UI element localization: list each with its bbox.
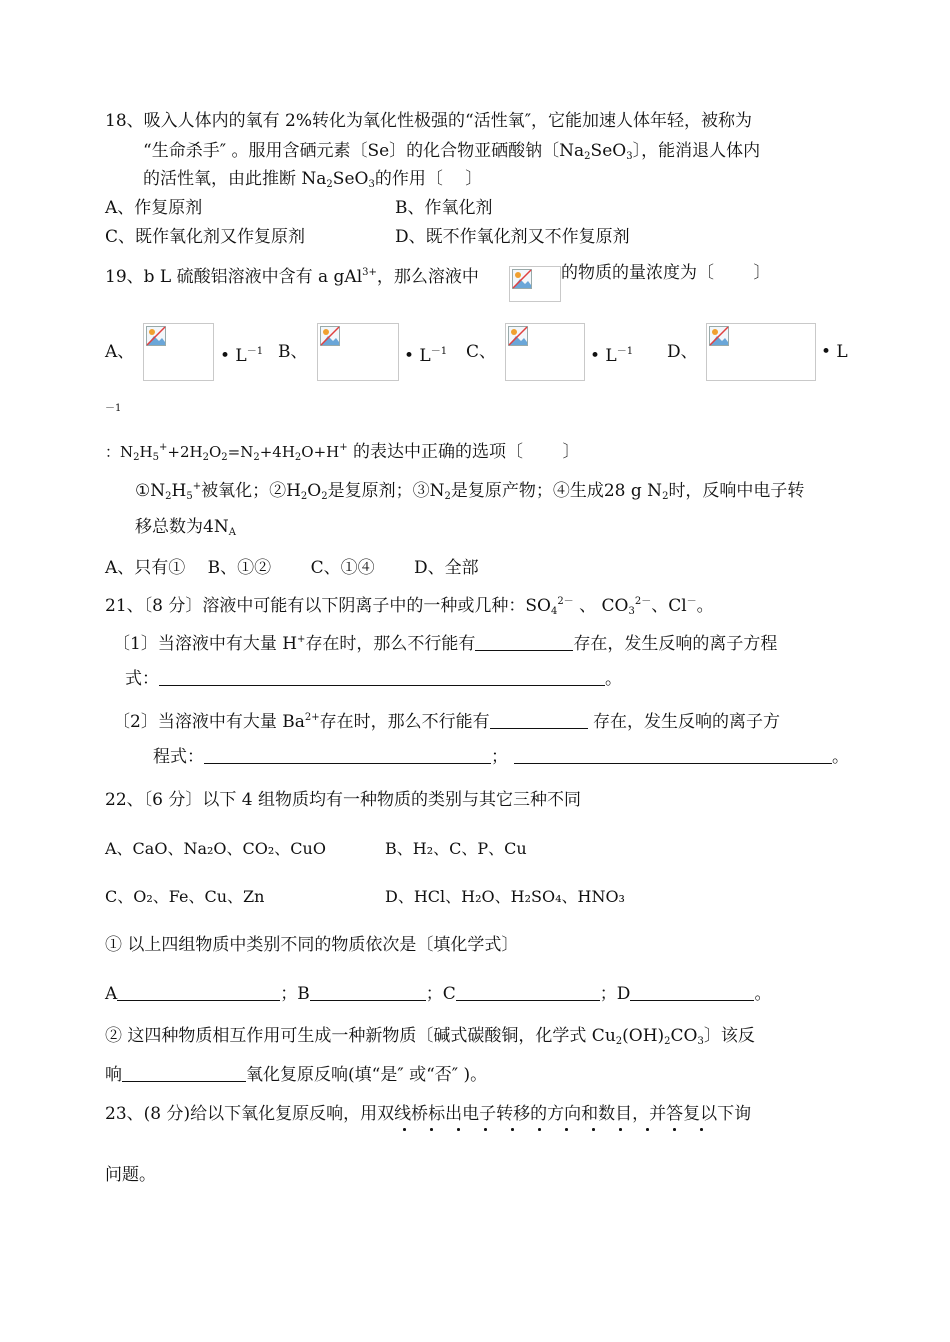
q21-part1-equation: 式： 。 xyxy=(125,669,622,689)
q19-option-d-image xyxy=(706,323,816,381)
q20-equation: ：$N_2H_5^++2H_2O_2=N_2+4H_2O+H^+$ 的表达中正确的选项〔 〕 xyxy=(105,442,580,463)
q18-option-a: A、作复原剂 xyxy=(105,198,203,218)
q22-question-2: ② 这四种物质相互作用可生成一种新物质〔碱式碳酸铜，化学式 $Cu_2(OH)_2CO_3$〕该反 xyxy=(105,1026,755,1047)
q23-stem-tail: 问题。 xyxy=(105,1165,156,1185)
q22-group-d: D、HCl、H₂O、H₂SO₄、HNO₃ xyxy=(385,887,625,906)
q21-part1: 〔1〕当溶液中有大量 H+存在时，那么不行能有 存在，发生反响的离子方程 xyxy=(113,634,778,654)
q22-blank-a[interactable] xyxy=(117,984,280,1001)
broken-image-icon xyxy=(508,326,528,346)
q20-options: A、只有① B、①② C、①④ D、全部 xyxy=(105,558,479,578)
q20-statements-tail: 移总数为$4N_A$ xyxy=(135,517,236,538)
q21-part1-blank-equation[interactable] xyxy=(159,669,605,686)
q21-part2-blank-equation-1[interactable] xyxy=(204,747,491,764)
broken-image-icon xyxy=(146,326,166,346)
q19-stem: 19、b L 硫酸铝溶液中含有 a gAl$^{3+}$，那么溶液中 xyxy=(105,267,479,287)
q18-line1: 18、吸入人体内的氧有 2%转化为氧化性极强的“活性氧″，它能加速人体年轻，被称为 xyxy=(105,111,753,131)
q18-option-b: B、作氧化剂 xyxy=(395,198,493,218)
q19-option-c-image xyxy=(505,323,585,381)
broken-image-icon xyxy=(512,269,532,289)
q21-part2-blank-ion[interactable] xyxy=(490,712,588,729)
q19-option-a-image xyxy=(143,323,214,381)
q21-part2-blank-equation-2[interactable] xyxy=(514,747,832,764)
q22-stem: 22、〔6 分〕以下 4 组物质均有一种物质的类别与其它三种不同 xyxy=(105,790,581,810)
q21-stem: 21、〔8 分〕溶液中可能有以下阴离子中的一种或几种：$SO_4^{2-}$ 、 $CO_3^{2-}$、Cl－。 xyxy=(105,596,714,617)
broken-image-icon xyxy=(320,326,340,346)
q19-unit-wrap: －1 xyxy=(105,403,122,414)
q19-unit-a: • $L^{-1}$ xyxy=(220,346,264,366)
q19-label-a: A、 xyxy=(105,342,135,362)
q21-part2-equation: 程式： ； 。 xyxy=(153,747,849,767)
q19-unit-c: • $L^{-1}$ xyxy=(590,346,634,366)
broken-image-icon xyxy=(709,326,729,346)
q22-question-2-tail: 响 氧化复原反响(填“是″ 或“否″ )。 xyxy=(105,1065,488,1085)
q19-stem-tail: 的物质的量浓度为〔 〕 xyxy=(561,263,771,283)
q19-formula-image xyxy=(509,266,561,302)
q22-group-b: B、H₂、C、P、Cu xyxy=(385,839,527,858)
q19-unit-d: • L xyxy=(821,342,848,362)
q19-option-b-image xyxy=(317,323,399,381)
q18-line3: 的活性氧，由此推断 $Na_2SeO_3$的作用〔 〕 xyxy=(143,169,483,190)
q19-label-b: B、 xyxy=(278,342,308,362)
q18-option-c: C、既作氧化剂又作复原剂 xyxy=(105,227,306,247)
q22-group-c: C、O₂、Fe、Cu、Zn xyxy=(105,887,265,906)
q22-answer-blanks: A ；B ；C ；D 。 xyxy=(105,984,772,1004)
q22-group-a: A、CaO、Na₂O、CO₂、CuO xyxy=(105,839,326,858)
q20-statements: $①N_2H_5^+$被氧化；$②H_2O_2$是复原剂；$③N_2$是复原产物；④生成28 g $N_2$时，反响中电子转 xyxy=(135,481,805,502)
q18-line2: “生命杀手″ 。服用含硒元素〔Se〕的化合物亚硒酸钠〔$Na_2SeO_3$〕，能消退人体内 xyxy=(143,141,761,162)
q22-blank-b[interactable] xyxy=(310,984,426,1001)
q21-part1-blank-ion[interactable] xyxy=(475,634,573,651)
q19-unit-b: • $L^{-1}$ xyxy=(404,346,448,366)
q23-stem: 23、(8 分)给以下氧化复原反响，用双线桥标出电子转移的方向和数目，并答复以下询 xyxy=(105,1104,752,1124)
q22-blank-c[interactable] xyxy=(456,984,600,1001)
q22-blank-redox[interactable] xyxy=(122,1065,246,1082)
q19-label-c: C、 xyxy=(466,342,497,362)
q22-question-1: ① 以上四组物质中类别不同的物质依次是〔填化学式〕 xyxy=(105,935,519,955)
q18-option-d: D、既不作氧化剂又不作复原剂 xyxy=(395,227,630,247)
q19-label-d: D、 xyxy=(667,342,698,362)
q22-blank-d[interactable] xyxy=(630,984,754,1001)
q21-part2: 〔2〕当溶液中有大量 $Ba^{2+}$存在时，那么不行能有 存在，发生反响的离子方 xyxy=(113,712,781,732)
